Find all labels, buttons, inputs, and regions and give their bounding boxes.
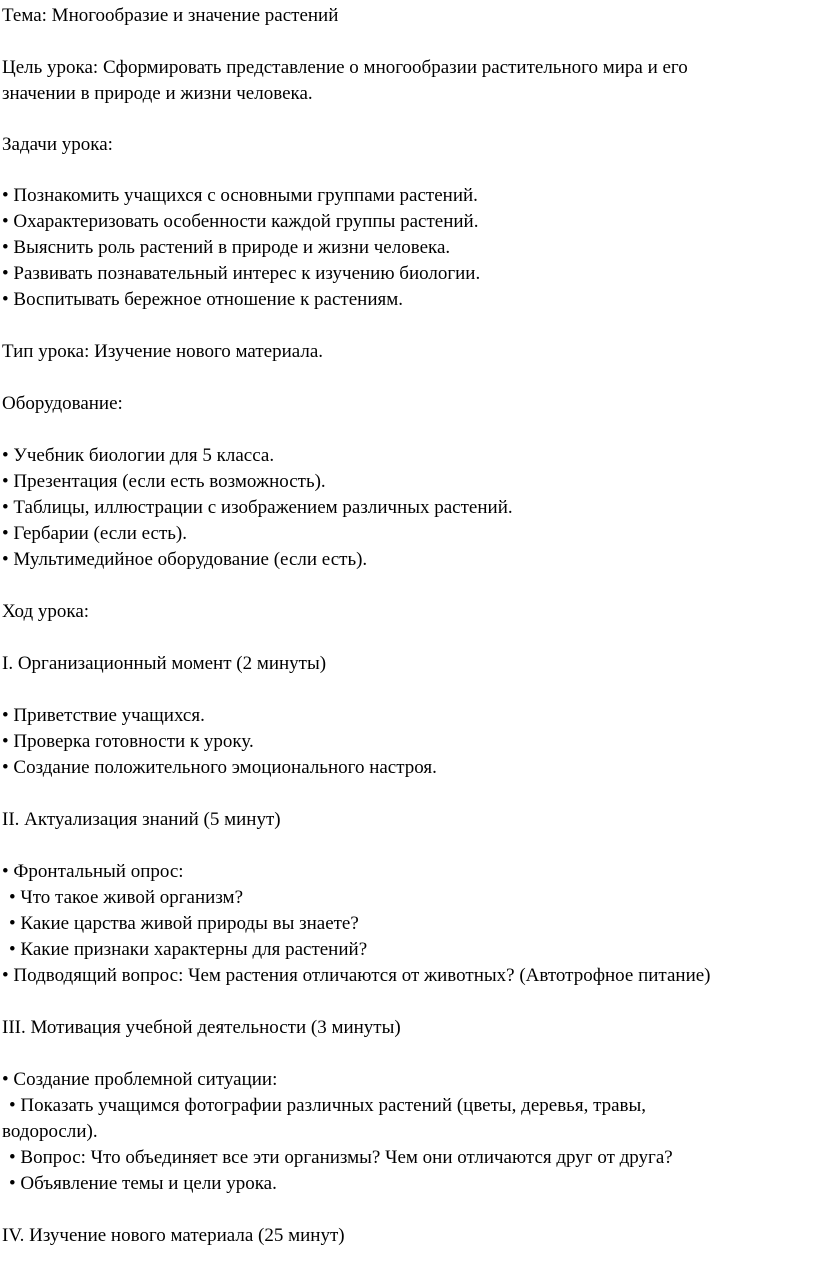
section-3-subitem-1: • Показать учащимся фотографии различных растений (цветы, деревья, травы,	[9, 1095, 647, 1116]
section-1-item-2: • Проверка готовности к уроку.	[2, 731, 254, 752]
progress-heading: Ход урока:	[2, 601, 90, 622]
goal-line-2: значении в природе и жизни человека.	[2, 83, 313, 104]
task-item-2: • Охарактеризовать особенности каждой группы растений.	[2, 211, 479, 232]
equipment-item-3: • Таблицы, иллюстрации с изображением различных растений.	[2, 497, 513, 518]
equipment-item-4: • Гербарии (если есть).	[2, 523, 188, 544]
section-2-subitem-3: • Какие признаки характерны для растений?	[9, 939, 368, 960]
goal-line-1: Цель урока: Сформировать представление о многообразии растительного мира и его	[2, 57, 688, 78]
section-4-heading: IV. Изучение нового материала (25 минут)	[2, 1225, 345, 1246]
topic-line: Тема: Многообразие и значение растений	[2, 5, 339, 26]
equipment-item-2: • Презентация (если есть возможность).	[2, 471, 326, 492]
section-1-item-3: • Создание положительного эмоционального настроя.	[2, 757, 437, 778]
task-item-4: • Развивать познавательный интерес к изучению биологии.	[2, 263, 481, 284]
section-1-item-1: • Приветствие учащихся.	[2, 705, 205, 726]
section-1-heading: I. Организационный момент (2 минуты)	[2, 653, 327, 674]
section-3-subitem-3: • Объявление темы и цели урока.	[9, 1173, 277, 1194]
section-2-subitem-2: • Какие царства живой природы вы знаете?	[9, 913, 359, 934]
equipment-heading: Оборудование:	[2, 393, 123, 414]
section-2-item-2: • Подводящий вопрос: Чем растения отличаются от животных? (Автотрофное питание)	[2, 965, 711, 986]
tasks-heading: Задачи урока:	[2, 134, 113, 155]
section-2-item-1: • Фронтальный опрос:	[2, 861, 184, 882]
section-3-subitem-1-cont: водоросли).	[2, 1121, 98, 1142]
section-2-subitem-1: • Что такое живой организм?	[9, 887, 244, 908]
equipment-item-1: • Учебник биологии для 5 класса.	[2, 445, 275, 466]
task-item-1: • Познакомить учащихся с основными группами растений.	[2, 185, 478, 206]
equipment-item-5: • Мультимедийное оборудование (если есть).	[2, 549, 368, 570]
lesson-type-line: Тип урока: Изучение нового материала.	[2, 341, 324, 362]
section-3-subitem-2: • Вопрос: Что объединяет все эти организмы? Чем они отличаются друг от друга?	[9, 1147, 673, 1168]
section-3-item-1: • Создание проблемной ситуации:	[2, 1069, 278, 1090]
task-item-5: • Воспитывать бережное отношение к растениям.	[2, 289, 403, 310]
section-2-heading: II. Актуализация знаний (5 минут)	[2, 809, 281, 830]
section-3-heading: III. Мотивация учебной деятельности (3 минуты)	[2, 1017, 401, 1038]
task-item-3: • Выяснить роль растений в природе и жизни человека.	[2, 237, 451, 258]
